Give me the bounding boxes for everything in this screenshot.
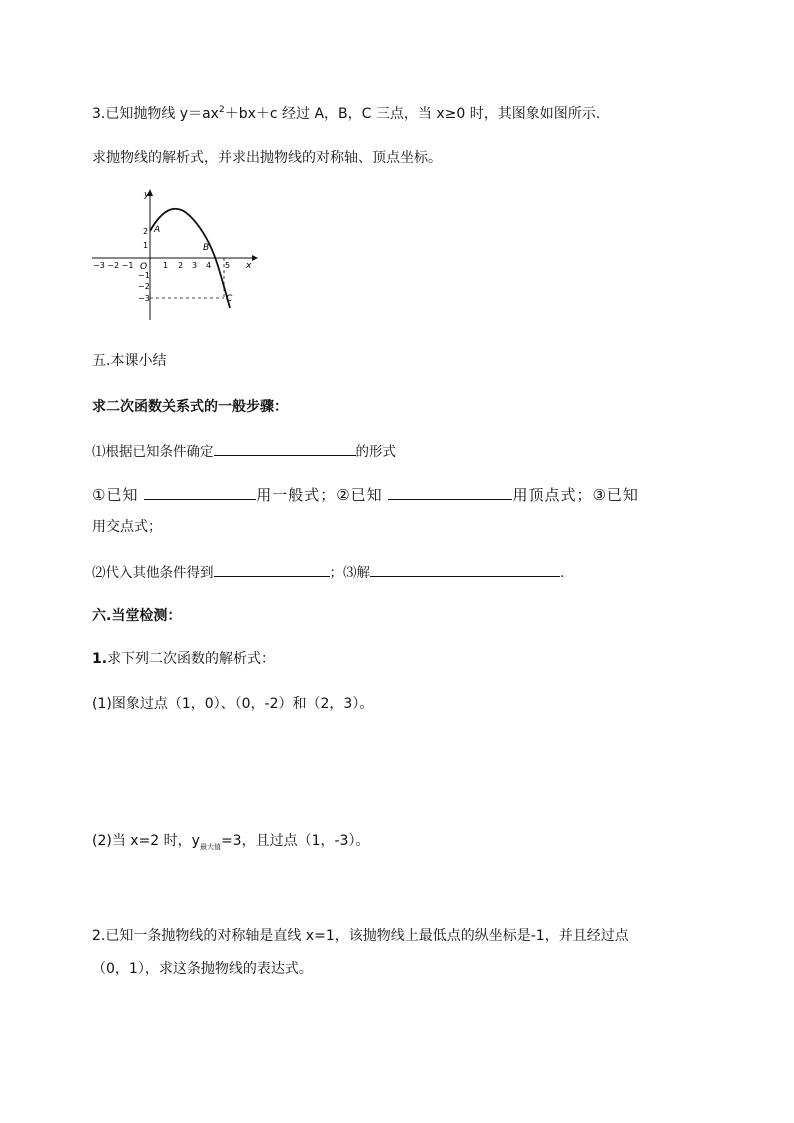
step1-blank	[214, 440, 356, 456]
cond3-text: 用顶点式；③已知	[512, 486, 639, 504]
cond2-blank	[388, 484, 512, 500]
step2-text-c: .	[560, 565, 565, 581]
cond1-text: ①已知	[92, 486, 139, 504]
section6-title: 六.当堂检测：	[92, 608, 182, 624]
x-tick-2: 2	[178, 261, 184, 270]
step2	[92, 561, 564, 581]
conditions-line2: 用交点式；	[92, 519, 162, 535]
q1-part2-subscript: 最大值	[199, 843, 221, 851]
y-axis-label: y	[144, 190, 150, 200]
q3-text-b: ＋bx＋c 经过 A，B，C 三点，当 x≥0 时，其图象如图所示.	[224, 106, 601, 122]
x-tick-1: 1	[163, 261, 169, 270]
y-tick-minus2: −2	[138, 282, 150, 291]
x-tick-5: 5	[225, 261, 231, 270]
point-a-label: A	[154, 225, 161, 235]
q2-line1: 2.已知一条抛物线的对称轴是直线 x=1，该抛物线上最低点的纵坐标是-1，并且经过点	[92, 928, 629, 944]
q1-text: 求下列二次函数的解析式：	[107, 651, 276, 667]
section5-title: 五.本课小结	[92, 353, 167, 369]
q1-part1: (1)图象过点（1，0）、（0，-2）和（2，3）。	[92, 696, 374, 712]
y-tick-minus3: −3	[138, 294, 150, 303]
origin-label: O	[140, 262, 148, 272]
y-tick-minus1: −1	[138, 271, 150, 280]
step1-text-a: ⑴根据已知条件确定	[92, 444, 214, 460]
step2-text-b: ；⑶解	[329, 565, 370, 581]
x-ticks-negative: −3 −2 −1	[93, 261, 134, 270]
q3-statement	[92, 103, 600, 123]
q3-question: 求抛物线的解析式，并求出抛物线的对称轴、顶点坐标。	[92, 150, 442, 166]
q1-number: 1.	[92, 651, 108, 667]
q1-part2	[92, 830, 369, 852]
point-b-label: B	[203, 243, 210, 253]
step1	[92, 440, 396, 460]
cond1-blank	[144, 484, 256, 500]
step2-blank	[214, 561, 330, 577]
y-tick-2: 2	[143, 227, 149, 236]
x-tick-3: 3	[192, 261, 198, 270]
cond2-text: 用一般式；②已知	[256, 486, 383, 504]
step2-text-a: ⑵代入其他条件得到	[92, 565, 214, 581]
step1-text-b: 的形式	[355, 444, 396, 460]
parabola-graph	[90, 186, 260, 326]
q3-text-a: 3.已知抛物线 y＝ax	[92, 106, 219, 122]
q1-heading	[92, 648, 275, 668]
x-tick-4: 4	[206, 261, 212, 270]
q3-exponent: 2	[218, 105, 225, 115]
step3-blank	[370, 561, 560, 577]
q1-part2-text-b: =3，且过点（1，-3）。	[220, 833, 370, 849]
conditions-line	[92, 484, 639, 505]
section5-subtitle: 求二次函数关系式的一般步骤：	[92, 399, 288, 415]
x-axis-label: x	[246, 261, 252, 271]
q2-line2: （0，1），求这条抛物线的表达式。	[92, 961, 313, 977]
x-axis-arrow	[252, 255, 258, 261]
y-tick-1: 1	[143, 241, 149, 250]
point-c-label: C	[226, 294, 233, 304]
q1-part2-text-a: (2)当 x=2 时，y	[92, 833, 200, 849]
